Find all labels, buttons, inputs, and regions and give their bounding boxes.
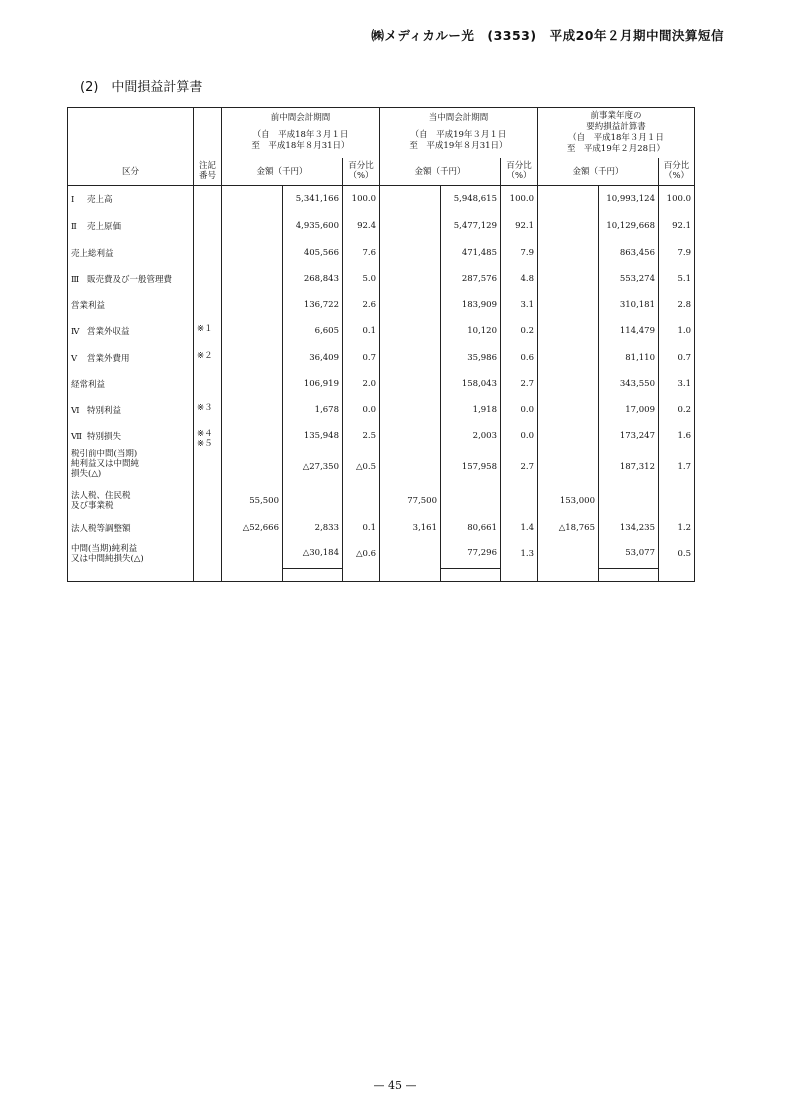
roman-numeral: Ⅲ <box>71 274 80 285</box>
amount-subtotal-cell <box>222 186 283 213</box>
amount-subtotal-cell <box>222 292 283 318</box>
row-label <box>68 213 194 240</box>
row-label-text: 営業外費用 <box>87 353 130 364</box>
amount-cell: 343,550 <box>599 371 659 397</box>
note-reference <box>194 485 222 517</box>
amount-subtotal-cell: 3,161 <box>380 517 441 539</box>
percent-cell: 2.8 <box>659 292 695 318</box>
amount-subtotal-cell <box>222 240 283 266</box>
amount-cell <box>599 485 659 517</box>
table-row <box>68 345 695 371</box>
amount-subtotal-cell <box>222 449 283 485</box>
empty-cell <box>538 569 599 582</box>
note-reference <box>194 213 222 240</box>
amount-subtotal-cell: △52,666 <box>222 517 283 539</box>
amount-subtotal-cell <box>222 266 283 292</box>
percent-cell: 100.0 <box>659 186 695 213</box>
row-label <box>68 397 194 423</box>
amount-subtotal-cell: 77,500 <box>380 485 441 517</box>
percent-cell: 0.0 <box>501 397 538 423</box>
amount-cell: 35,986 <box>441 345 501 371</box>
amount-subtotal-cell <box>538 186 599 213</box>
amount-subtotal-cell <box>380 213 441 240</box>
amount-subtotal-cell <box>380 449 441 485</box>
amount-subtotal-cell <box>380 539 441 569</box>
amount-subtotal-cell <box>538 266 599 292</box>
table-row <box>68 517 695 539</box>
amount-cell: 187,312 <box>599 449 659 485</box>
roman-numeral: Ⅱ <box>71 222 77 232</box>
amount-cell: 2,003 <box>441 423 501 449</box>
percent-cell: 0.6 <box>501 345 538 371</box>
section-title: (2) 中間損益計算書 <box>80 80 203 95</box>
empty-cell <box>599 569 659 582</box>
amount-cell: △30,184 <box>283 539 343 569</box>
amount-subtotal-cell <box>222 213 283 240</box>
note-reference <box>194 539 222 569</box>
column-header-percent: 百分比 （%） <box>501 158 538 186</box>
amount-subtotal-cell <box>538 240 599 266</box>
amount-subtotal-cell <box>538 539 599 569</box>
amount-cell <box>441 485 501 517</box>
percent-cell: 1.2 <box>659 517 695 539</box>
row-label: 法人税、住民税 及び事業税 <box>68 485 194 517</box>
amount-cell: △27,350 <box>283 449 343 485</box>
percent-cell: 3.1 <box>659 371 695 397</box>
percent-cell: 1.0 <box>659 318 695 345</box>
amount-subtotal-cell <box>380 397 441 423</box>
percent-cell: 7.9 <box>501 240 538 266</box>
amount-subtotal-cell <box>222 397 283 423</box>
amount-cell: 287,576 <box>441 266 501 292</box>
amount-subtotal-cell <box>538 423 599 449</box>
period-range-from: （自 平成18年３月１日 <box>568 132 664 143</box>
empty-cell <box>659 569 695 582</box>
amount-subtotal-cell <box>222 345 283 371</box>
period-range-from: （自 平成19年３月１日 <box>410 130 507 141</box>
header-blank <box>194 108 222 158</box>
amount-cell: 471,485 <box>441 240 501 266</box>
amount-cell: 310,181 <box>599 292 659 318</box>
note-reference: ※２ <box>194 345 222 371</box>
note-reference <box>194 292 222 318</box>
amount-cell: 553,274 <box>599 266 659 292</box>
percent-cell: 7.9 <box>659 240 695 266</box>
row-label-text: 特別利益 <box>87 405 122 416</box>
amount-subtotal-cell <box>538 213 599 240</box>
percent-cell: 5.1 <box>659 266 695 292</box>
row-label <box>68 345 194 371</box>
percent-cell: 100.0 <box>343 186 380 213</box>
amount-cell: 77,296 <box>441 539 501 569</box>
row-label-text: 売上高 <box>87 195 113 206</box>
amount-cell: 405,566 <box>283 240 343 266</box>
amount-subtotal-cell <box>538 318 599 345</box>
header-blank <box>68 108 194 158</box>
percent-cell: 92.1 <box>501 213 538 240</box>
amount-subtotal-cell <box>380 292 441 318</box>
period-label: 前中間会計期間 <box>270 113 331 124</box>
percent-cell: 0.5 <box>659 539 695 569</box>
amount-subtotal-cell <box>380 266 441 292</box>
period-range-to: 至 平成18年８月31日） <box>251 141 350 152</box>
amount-cell: 136,722 <box>283 292 343 318</box>
amount-cell: 5,477,129 <box>441 213 501 240</box>
amount-cell: 81,110 <box>599 345 659 371</box>
row-label: 経常利益 <box>68 371 194 397</box>
percent-cell: 0.0 <box>501 423 538 449</box>
table-row <box>68 423 695 449</box>
percent-cell: 0.7 <box>343 345 380 371</box>
empty-cell <box>501 569 538 582</box>
column-header-note: 注記 番号 <box>194 158 222 186</box>
amount-subtotal-cell <box>380 318 441 345</box>
amount-cell: 5,341,166 <box>283 186 343 213</box>
amount-cell: 53,077 <box>599 539 659 569</box>
column-header-category: 区分 <box>68 158 194 186</box>
row-label <box>68 266 194 292</box>
amount-cell: 114,479 <box>599 318 659 345</box>
amount-cell: 268,843 <box>283 266 343 292</box>
period-label: 前事業年度の 要約損益計算書 <box>586 110 646 132</box>
amount-cell: 1,678 <box>283 397 343 423</box>
amount-subtotal-cell: 153,000 <box>538 485 599 517</box>
percent-cell: △0.6 <box>343 539 380 569</box>
row-label: 売上総利益 <box>68 240 194 266</box>
empty-cell <box>222 569 283 582</box>
roman-numeral: Ⅰ <box>71 195 75 206</box>
page-number: — 45 — <box>373 1079 417 1092</box>
period-header-prior-interim <box>222 108 380 158</box>
percent-cell: 0.2 <box>501 318 538 345</box>
period-header-prior-year <box>538 108 695 158</box>
amount-subtotal-cell <box>380 345 441 371</box>
table-row <box>68 292 695 318</box>
percent-cell: 0.7 <box>659 345 695 371</box>
amount-subtotal-cell: △18,765 <box>538 517 599 539</box>
amount-cell: 158,043 <box>441 371 501 397</box>
period-range-to: 至 平成19年８月31日） <box>409 141 508 152</box>
column-header-percent: 百分比 （%） <box>343 158 380 186</box>
row-label-text: 特別損失 <box>87 431 122 442</box>
amount-cell: 183,909 <box>441 292 501 318</box>
percent-cell <box>343 485 380 517</box>
amount-subtotal-cell <box>222 539 283 569</box>
table-row <box>68 569 695 582</box>
amount-subtotal-cell <box>538 345 599 371</box>
amount-subtotal-cell <box>380 186 441 213</box>
amount-cell: 135,948 <box>283 423 343 449</box>
amount-cell: 2,833 <box>283 517 343 539</box>
row-label: 営業利益 <box>68 292 194 318</box>
amount-subtotal-cell <box>222 318 283 345</box>
amount-subtotal-cell <box>538 397 599 423</box>
table-row <box>68 213 695 240</box>
note-reference <box>194 517 222 539</box>
amount-cell <box>283 485 343 517</box>
amount-subtotal-cell: 55,500 <box>222 485 283 517</box>
table-row <box>68 397 695 423</box>
percent-cell: △0.5 <box>343 449 380 485</box>
note-reference <box>194 371 222 397</box>
empty-cell <box>194 569 222 582</box>
row-label <box>68 186 194 213</box>
table-row <box>68 539 695 569</box>
percent-cell: 0.1 <box>343 318 380 345</box>
percent-cell: 7.6 <box>343 240 380 266</box>
amount-subtotal-cell <box>380 423 441 449</box>
table-row <box>68 449 695 485</box>
amount-cell: 17,009 <box>599 397 659 423</box>
row-label: 法人税等調整額 <box>68 517 194 539</box>
amount-subtotal-cell <box>222 371 283 397</box>
row-label: 税引前中間(当期) 純利益又は中間純 損失(△) <box>68 449 194 485</box>
note-reference: ※３ <box>194 397 222 423</box>
period-header-current-interim <box>380 108 538 158</box>
amount-subtotal-cell <box>538 371 599 397</box>
period-range-to: 至 平成19年２月28日） <box>566 143 666 154</box>
table-row <box>68 318 695 345</box>
period-range-from: （自 平成18年３月１日 <box>252 130 349 141</box>
income-statement-table <box>67 107 695 582</box>
percent-cell <box>659 485 695 517</box>
empty-cell <box>380 569 441 582</box>
table-row <box>68 186 695 213</box>
roman-numeral: Ⅳ <box>71 327 80 337</box>
note-reference: ※１ <box>194 318 222 345</box>
percent-cell <box>501 485 538 517</box>
percent-cell: 0.1 <box>343 517 380 539</box>
note-reference <box>194 186 222 213</box>
percent-cell: 3.1 <box>501 292 538 318</box>
percent-cell: 1.6 <box>659 423 695 449</box>
table-row <box>68 266 695 292</box>
table-row <box>68 371 695 397</box>
percent-cell: 92.4 <box>343 213 380 240</box>
amount-subtotal-cell <box>222 423 283 449</box>
percent-cell: 2.0 <box>343 371 380 397</box>
amount-cell: 1,918 <box>441 397 501 423</box>
amount-cell: 5,948,615 <box>441 186 501 213</box>
document-header: ㈱メディカルー光 (3353) 平成20年２月期中間決算短信 <box>371 28 724 43</box>
period-label: 当中間会計期間 <box>428 113 489 124</box>
amount-cell: 10,993,124 <box>599 186 659 213</box>
row-label-text: 売上原価 <box>87 222 122 232</box>
row-label <box>68 423 194 449</box>
percent-cell: 100.0 <box>501 186 538 213</box>
table-row <box>68 485 695 517</box>
roman-numeral: Ⅶ <box>71 431 82 442</box>
empty-cell <box>343 569 380 582</box>
percent-cell: 2.6 <box>343 292 380 318</box>
amount-cell: 134,235 <box>599 517 659 539</box>
note-reference <box>194 266 222 292</box>
percent-cell: 0.0 <box>343 397 380 423</box>
amount-subtotal-cell <box>538 449 599 485</box>
percent-cell: 1.4 <box>501 517 538 539</box>
empty-cell <box>283 569 343 582</box>
row-label: 中間(当期)純利益 又は中間純損失(△) <box>68 539 194 569</box>
amount-cell: 863,456 <box>599 240 659 266</box>
column-header-percent: 百分比 （%） <box>659 158 695 186</box>
row-label-text: 営業外収益 <box>87 327 130 337</box>
empty-cell <box>68 569 194 582</box>
percent-cell: 1.3 <box>501 539 538 569</box>
amount-subtotal-cell <box>538 292 599 318</box>
percent-cell: 4.8 <box>501 266 538 292</box>
amount-subtotal-cell <box>380 371 441 397</box>
column-header-amount: 金額（千円） <box>538 158 659 186</box>
amount-cell: 173,247 <box>599 423 659 449</box>
amount-cell: 10,120 <box>441 318 501 345</box>
roman-numeral: Ⅵ <box>71 405 80 416</box>
percent-cell: 1.7 <box>659 449 695 485</box>
percent-cell: 5.0 <box>343 266 380 292</box>
note-reference: ※４ ※５ <box>194 423 222 449</box>
amount-cell: 4,935,600 <box>283 213 343 240</box>
empty-cell <box>441 569 501 582</box>
column-header-amount: 金額（千円） <box>222 158 343 186</box>
column-header-amount: 金額（千円） <box>380 158 501 186</box>
percent-cell: 2.7 <box>501 371 538 397</box>
row-label-text: 販売費及び一般管理費 <box>87 274 173 285</box>
table-row <box>68 240 695 266</box>
row-label <box>68 318 194 345</box>
amount-cell: 10,129,668 <box>599 213 659 240</box>
note-reference <box>194 449 222 485</box>
amount-cell: 6,605 <box>283 318 343 345</box>
note-reference <box>194 240 222 266</box>
amount-subtotal-cell <box>380 240 441 266</box>
roman-numeral: Ⅴ <box>71 353 78 364</box>
amount-cell: 80,661 <box>441 517 501 539</box>
percent-cell: 2.7 <box>501 449 538 485</box>
amount-cell: 106,919 <box>283 371 343 397</box>
percent-cell: 0.2 <box>659 397 695 423</box>
percent-cell: 92.1 <box>659 213 695 240</box>
amount-cell: 36,409 <box>283 345 343 371</box>
amount-cell: 157,958 <box>441 449 501 485</box>
percent-cell: 2.5 <box>343 423 380 449</box>
